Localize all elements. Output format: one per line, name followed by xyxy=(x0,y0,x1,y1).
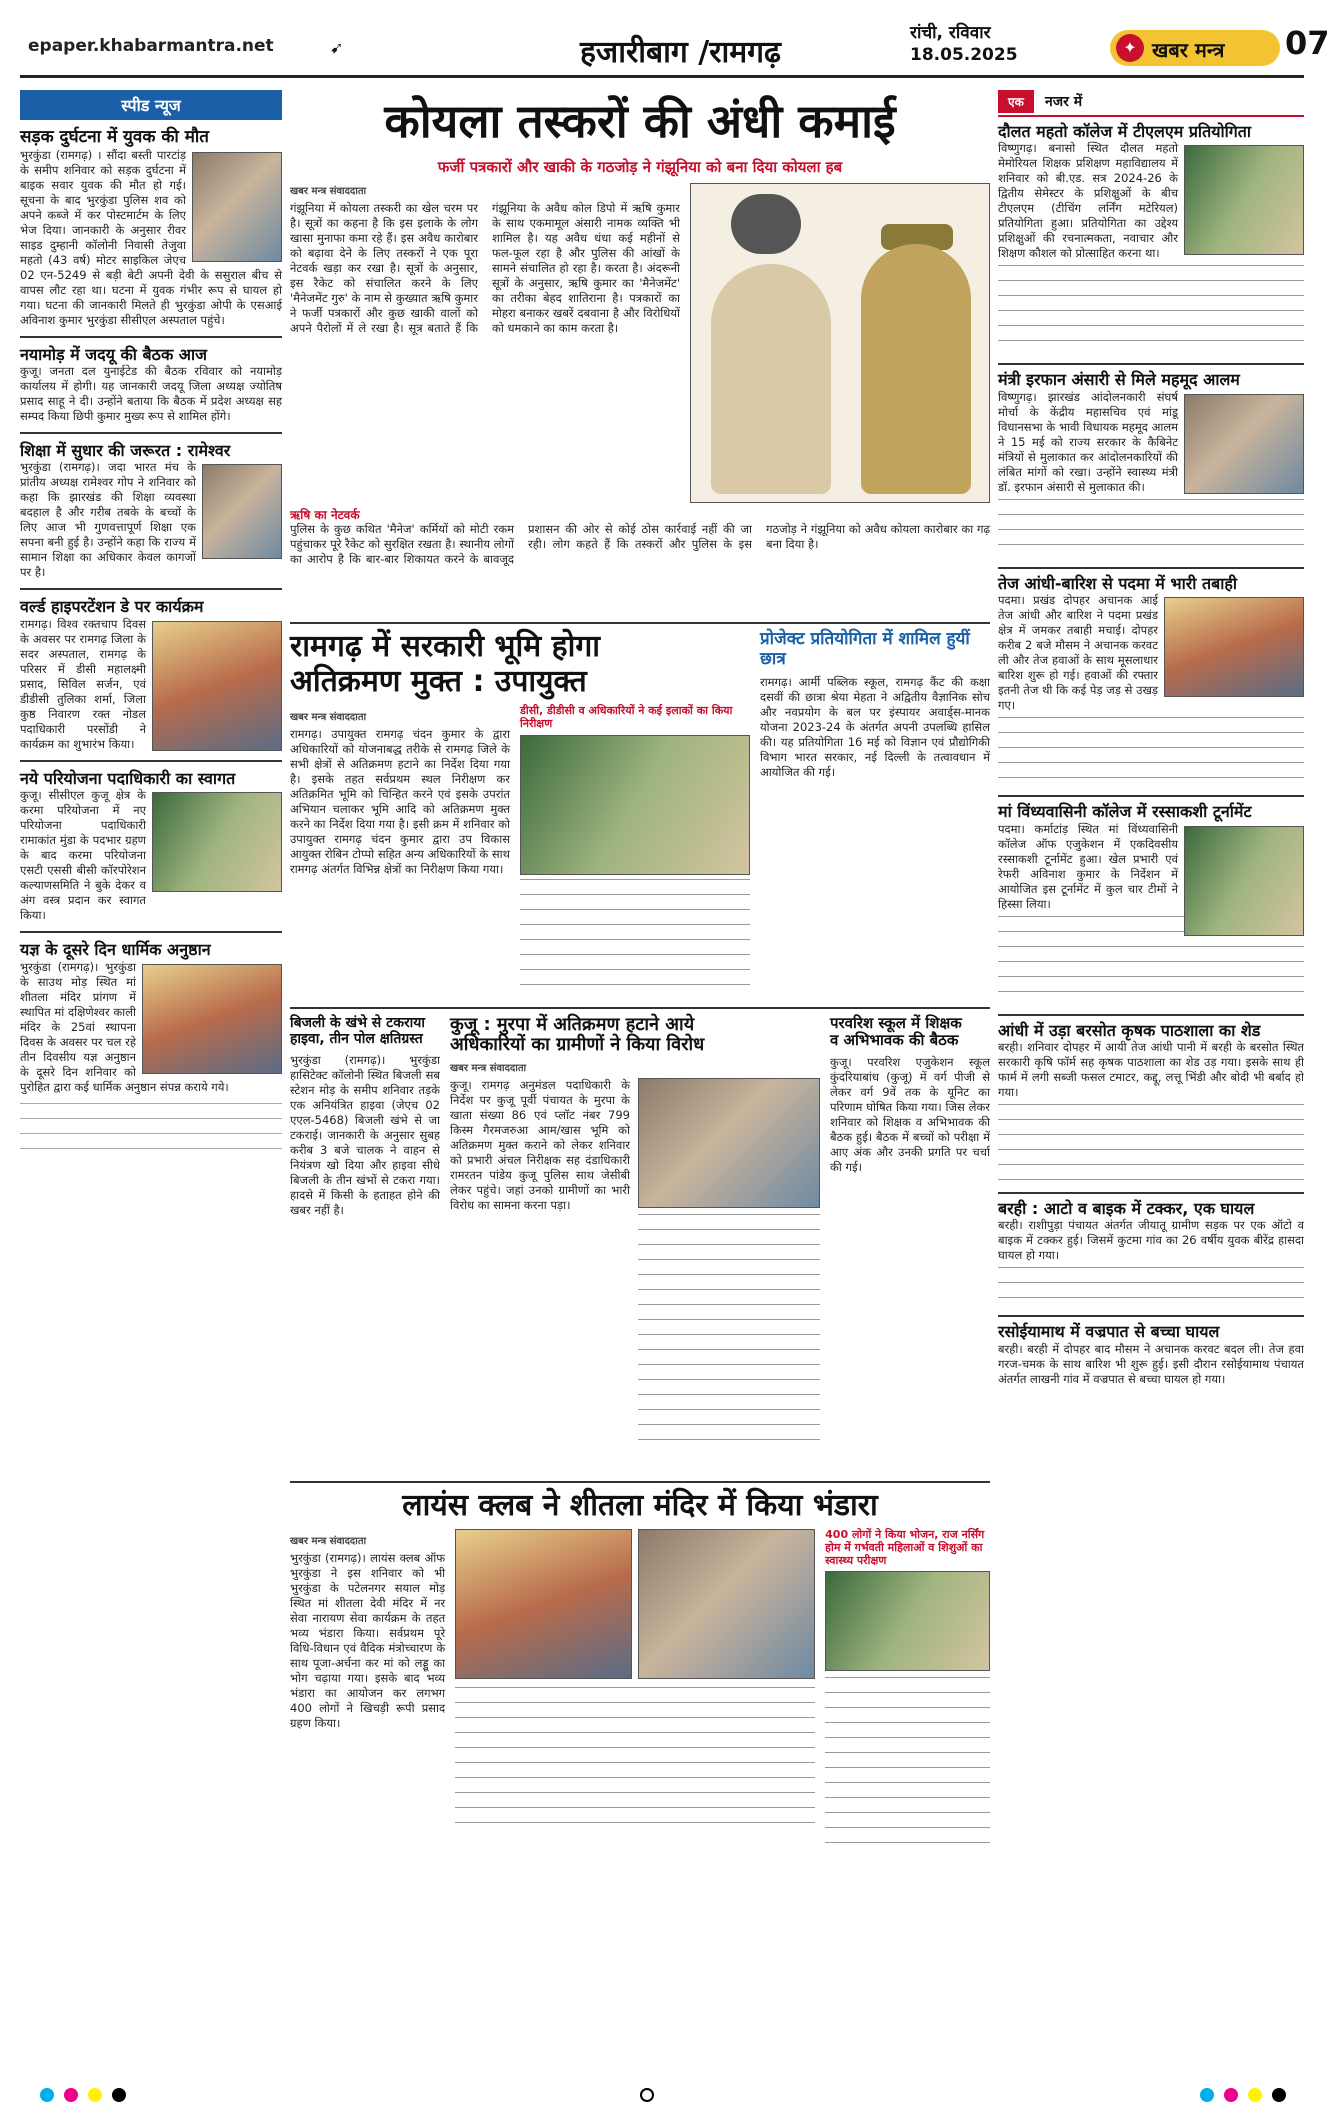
brand-name: खबर मन्त्र xyxy=(1152,38,1225,62)
story-text: बरही। शनिवार दोपहर में आयी तेज आंधी पानी में बरही के बरसोत स्थित सरकारी कृषि फॉर्म सह कृषक पाठशाला का शेड उड़ गया। इसके साथ ही फार्म में लगी सब्जी फसल टमाटर, कद्दू, लत्तू भिंडी और बोदी भी बर्बाद हो गया। xyxy=(998,1039,1304,1099)
story-headline: लायंस क्लब ने शीतला मंदिर में किया भंडारा xyxy=(402,1487,878,1523)
divider xyxy=(20,588,282,590)
story-text: रामगढ़। विश्व रक्तचाप दिवस के अवसर पर रामगढ़ जिला के सदर अस्पताल, रामगढ़ के परिसर में डीसी महालक्ष्मी प्रसाद, सिविल सर्जन, एवं डीडीसी तुलिका शर्मा, जिला कुष्ठ निवारण रक्त नोडल पदाधिकारी परसोंडी ने कार्यक्रम का शुभारंभ किया। xyxy=(20,616,146,751)
divider xyxy=(998,1014,1304,1016)
divider xyxy=(290,622,990,624)
registration-dot xyxy=(1272,2088,1286,2102)
side-story-text: पुलिस के कुछ कथित 'मैनेज' कर्मियों को मोटी रकम पहुंचाकर पूरे रैकेट को सुरक्षित रखता है। स्थानीय लोगों का आरोप है कि बार-बार शिकायत करने के बावजूद प्रशासन की ओर से कोई ठोस कार्रवाई नहीं की जा रही। लोग कहते हैं कि तस्करों और पुलिस के इस गठजोड़ ने गंझूनिया को अवैध कोयला कारोबार का गढ़ बना दिया है। xyxy=(290,522,990,567)
tug-of-war-photo xyxy=(1184,826,1304,936)
villagers-photo xyxy=(638,1078,820,1208)
storm-damage-photo xyxy=(1164,597,1304,697)
masthead xyxy=(20,16,1330,78)
victim-photo xyxy=(192,152,282,262)
story-headline: मंत्री इरफान अंसारी से मिले महमूद आलम xyxy=(998,370,1240,390)
health-camp-photo xyxy=(825,1571,990,1671)
divider xyxy=(20,336,282,338)
speaker-photo xyxy=(202,464,282,559)
story-text: विष्णुगढ़। बनासो स्थित दौलत महतो मेमोरियल शिक्षक प्रशिक्षण महाविद्यालय में शनिवार को बी.एड. सत्र 2024-26 के द्वितीय सेमेस्टर के प्रशिक्षुओं के बीच टीएलएम (टीचिंग लर्निंग मटेरियल) प्रतियोगिता हुआ। प्रतियोगिता का उद्देश्य प्रशिक्षुओं की रचनात्मकता, नवाचार और शिक्षण कौशल को प्रोत्साहित करना था। xyxy=(998,141,1178,261)
story-headline: बिजली के खंभे से टकराया xyxy=(290,1014,426,1031)
ritual-photo xyxy=(142,964,282,1074)
section-tab: एक xyxy=(998,90,1034,113)
story-text: पदमा। कर्माटांड़ स्थित मां विंध्यवासिनी कॉलेज ऑफ एजुकेशन में एकदिवसीय रस्साकशी टूर्नामेंट हुआ। खेल प्रभारी एवं रेफरी अविनाश कुमार के निर्देशन में आयोजित इस टूर्नामेंट में कुल चार टीमों ने हिस्सा लिया। xyxy=(998,821,1178,911)
minister-meeting-photo xyxy=(1184,394,1304,494)
text-continuation xyxy=(998,1267,1304,1307)
story-text: भुरकुंडा (रामगढ़)। लायंस क्लब ऑफ भुरकुंडा ने इस शनिवार को भी भुरकुंडा के पटेलनगर सयाल मोड़ स्थित मां शीतला देवी मंदिर में नर सेवा नारायण सेवा कार्यक्रम के तहत भव्य भंडारा किया। सर्वप्रथम पूरे विधि-विधान एवं वैदिक मंत्रोच्चारण के साथ पूजा-अर्चना कर मां को लड्डू का भोग चढ़ाया गया। इसके बाद भव्य भंडारा का आयोजन कर लगभग 400 लोगों ने खिचड़ी रूपी प्रसाद ग्रहण किया। xyxy=(290,1551,446,1731)
divider xyxy=(290,1007,990,1009)
story-headline: सड़क दुर्घटना में युवक की मौत xyxy=(20,127,209,147)
story-headline: नयामोड़ में जदयू की बैठक आज xyxy=(20,344,208,364)
story-headline: प्रोजेक्ट प्रतियोगिता में शामिल हुयीं छात्र xyxy=(760,629,970,669)
byline: खबर मन्त्र संवाददाता xyxy=(290,1536,367,1548)
section-title: नजर में xyxy=(1044,94,1083,110)
coal-sack-icon xyxy=(731,194,801,254)
registration-dot xyxy=(112,2088,126,2102)
story-headline: शिक्षा में सुधार की जरूरत : रामेश्वर xyxy=(20,440,231,460)
page-number: 07 xyxy=(1285,24,1330,62)
text-continuation xyxy=(998,1104,1304,1184)
speed-news-band: स्पीड न्यूज xyxy=(20,90,282,120)
story-text: रामगढ़। उपायुक्त रामगढ़ चंदन कुमार के द्वारा अधिकारियों को योजनाबद्ध तरीके से रामगढ़ जिले के सभी क्षेत्रों से अतिक्रमण हटाने का निर्देश दिया गया है। इसके तहत सर्वप्रथम स्थल निरीक्षण कर अतिक्रमित भूमि को चिन्हित करने एवं इसके उपरांत अभियान चलाकर भूमि आदि को अतिक्रमण मुक्त करने का निर्देश दिया गया है। इसी क्रम में शनिवार को उपायुक्त रामगढ़ चंदन कुमार द्वारा उप विकास आयुक्त रोबिन टोप्पो सहित अन्य अधिकारियों के साथ रामगढ़ अंतर्गत विभिन्न क्षेत्रों का निरीक्षण किया गया। xyxy=(290,727,510,877)
tlm-photo xyxy=(1184,145,1304,255)
text-continuation xyxy=(638,1214,820,1444)
story-text: कुजू। जनता दल युनाईटेड की बैठक रविवार को नयामोड़ कार्यालय में होगी। यह जानकारी जदयू जिला अध्यक्ष ज्योतिष प्रसाद साहू ने दी। उन्होंने बताया कि बैठक में प्रदेश अध्यक्ष सह सम्पद किया छिपी कुमार मुख्य रूप से शामिल होंगे। xyxy=(20,363,282,423)
cartoon-illustration xyxy=(690,183,990,503)
story-headline: बरही : आटो व बाइक में टक्कर, एक घायल xyxy=(998,1198,1255,1218)
story-text: भुरकुंडा (रामगढ़)। भुरकुंडा के साउथ मोड़ स्थित मां शीतला मंदिर प्रांगण में स्थापित मां दक्षिणेश्वर काली मंदिर के 25वां स्थापना दिवस के अवसर पर चल रहे तीन दिवसीय यज्ञ अनुष्ठान के दूसरे दिन शनिवार को पुरोहित द्वारा कई धार्मिक अनुष्ठान संपन्न कराये गये। xyxy=(20,959,229,1094)
text-continuation xyxy=(20,1103,282,1163)
story-headline: परवरिश स्कूल में शिक्षक xyxy=(830,1013,962,1032)
story-headline: रसोईयामाथ में वज्रपात से बच्चा घायल xyxy=(998,1322,1220,1342)
registration-dot xyxy=(1200,2088,1214,2102)
story-headline: नये परियोजना पदाधिकारी का स्वागत xyxy=(20,768,236,788)
story-headline: तेज आंधी-बारिश से पदमा में भारी तबाही xyxy=(998,573,1238,593)
story-headline: रामगढ़ में सरकारी भूमि होगा xyxy=(290,629,601,665)
story-headline: वर्ल्ड हाइपरटेंशन डे पर कार्यक्रम xyxy=(20,597,204,617)
story-headline-line2: अधिकारियों का ग्रामीणों ने किया विरोध xyxy=(450,1034,705,1056)
divider xyxy=(998,795,1304,797)
story-text: कुजू। रामगढ़ अनुमंडल पदाधिकारी के निर्देश पर कुजू पूर्वी पंचायत के मुरपा के खाता संख्या 86 एवं प्लॉट नंबर 799 किस्म गैरमजरुआ आम/खास भूमि को अतिक्रमण मुक्त कराने को लेकर शनिवार को प्रभारी अंचल निरीक्षक सह दंडाधिकारी रामरतन पांडेय कुजू पुलिस साथ जेसीबी लेकर पहुंचे। जहां उनको ग्रामीणों का भारी विरोध का सामना करना पड़ा। xyxy=(450,1078,630,1213)
site-url[interactable]: epaper.khabarmantra.net xyxy=(28,36,274,56)
photo-caption: डीसी, डीडीसी व अधिकारियों ने कई इलाकों का किया निरीक्षण xyxy=(520,704,733,731)
divider xyxy=(290,1481,990,1483)
byline: खबर मन्त्र संवाददाता xyxy=(290,185,367,197)
bhandara-photo-2 xyxy=(638,1529,815,1679)
story-headline-line2: हाइवा, तीन पोल क्षतिग्रस्त xyxy=(290,1030,423,1047)
story-text: रामगढ़। आर्मी पब्लिक स्कूल, रामगढ़ कैंट की कक्षा दसवीं की छात्रा श्रेया मेहता ने अद्वितीय वैज्ञानिक सोच और नवप्रयोग के बल पर इंस्पायर अवार्ड्स-मानक योजना 2023-24 के अंतर्गत अपनी उपलब्धि हासिल की। यह प्रतियोगिता 16 मई को विज्ञान एवं प्रौद्योगिकी विभाग भारत सरकार, नई दिल्ली के तत्वावधान में आयोजित की गई। xyxy=(760,675,990,780)
divider xyxy=(20,760,282,762)
divider xyxy=(998,1192,1304,1194)
story-text: विष्णुगढ़। झारखंड आंदोलनकारी संघर्ष मोर्चा के केंद्रीय महासचिव एवं मांडू विधानसभा के भावी विधायक महमूद आलम ने 15 मई को राज्य सरकार के कैबिनेट मंत्रियों से मुलाकात कर आंदोलनकारियों की लंबित मांगों को रखा। उन्होंने स्वास्थ्य मंत्री डॉ. इरफान अंसारी से मुलाकात की। xyxy=(998,389,1178,494)
welcome-photo xyxy=(152,792,282,892)
registration-dot xyxy=(1224,2088,1238,2102)
registration-dot xyxy=(88,2088,102,2102)
story-text: कुजू। परवरिश एजुकेशन स्कूल कुंदरियाबांध (कुजू) में वर्ग पीजी से लेकर वर्ग 9वें तक के यूनिट का परिणाम घोषित किया गया। जिस लेकर शनिवार को शिक्षक व अभिभावक की बैठक हुई। बैठक में बच्चों को परीक्षा में आए अंक और उनकी प्रगति पर चर्चा की गई। xyxy=(830,1055,990,1175)
registration-dot xyxy=(64,2088,78,2102)
divider xyxy=(998,1315,1304,1317)
story-headline-line2: अतिक्रमण मुक्त : उपायुक्त xyxy=(290,663,587,699)
divider xyxy=(998,567,1304,569)
text-continuation xyxy=(520,879,750,999)
divider xyxy=(20,432,282,434)
text-continuation xyxy=(455,1687,815,1837)
city-day: रांची, रविवार xyxy=(910,23,991,43)
right-column xyxy=(998,90,1304,1387)
story-headline-line2: व अभिभावक की बैठक xyxy=(830,1030,959,1049)
story-headline: मां विंध्यवासिनी कॉलेज में रस्साकशी टूर्नामेंट xyxy=(998,802,1252,822)
registration-marks-footer xyxy=(20,2080,1304,2110)
divider xyxy=(20,931,282,933)
brand-logo xyxy=(1110,30,1280,66)
story-text: बरही। बरही में दोपहर बाद मौसम ने अचानक करवट बदल ली। तेज हवा गरज-चमक के साथ बारिश भी शुरू हुई। इसी दौरान रसोईयामाथ पंचायत अंतर्गत लाखनी गांव में वज्रपात से बच्चा घायल हो गया। xyxy=(998,1341,1304,1386)
bhandara-photo-1 xyxy=(455,1529,632,1679)
photo-caption: 400 लोगों ने किया भोजन, राज नर्सिंग होम में गर्भवती महिलाओं व शिशुओं का स्वास्थ्य परीक्षण xyxy=(825,1528,985,1567)
lead-story-text: गंझूनिया में कोयला तस्करी का खेल चरम पर है। सूत्रों का कहना है कि इस इलाके के लोग खासा मुनाफा कमा रहे हैं। इस अवैध कारोबार को बढ़ावा देने के लिए तस्करों ने एक पूरा नेटवर्क खड़ा कर रखा है। सूत्रों के अनुसार, इस रैकेट को संचालित करने के लिए 'मैनेजमेंट गुरु' के नाम से कुख्यात ऋषि कुमार ने फर्जी पत्रकारों और कुछ खाकी वालों को अपने पैरोलों में ले रखा है। सूत्र बताते हैं कि गंझूनिया के अवैध कोल डिपो में ऋषि कुमार के साथ एकमामूल अंसारी नामक व्यक्ति भी शामिल है। यह अवैध धंधा कई महीनों से फल-फूल रहा है और पुलिस की आंखों के सामने संचालित हो रहा है। करता है। अंदरूनी सूत्रों के अनुसार, ऋषि कुमार का 'मैनेजमेंट' का तरीका बेहद शातिराना है। पत्रकारों का मोहरा बनाकर खबरें दबवाना है और विरोधियों को धमकाने का काम करता है। xyxy=(290,200,680,335)
lead-headline: कोयला तस्करों की अंधी कमाई xyxy=(384,94,896,148)
story-text: कुजू। सीसीएल कुजू क्षेत्र के करमा परियोजना में नए परियोजना पदाधिकारी रामाकांत मुंडा के पदभार ग्रहण के बाद करमा परियोजना एसटी एससी बीसी कॉरपोरेशन कल्याणसमिति ने बुके देकर व अंग वस्त्र प्रदान कर स्वागत किया। xyxy=(20,788,146,923)
event-photo xyxy=(152,621,282,751)
dateline xyxy=(910,22,1018,66)
cartoon-figure-journalist xyxy=(711,264,831,494)
story-text: बरही। राशीपुड़ा पंचायत अंतर्गत जीयातू ग्रामीण सड़क पर एक ऑटो व बाइक में टक्कर हुई। जिसमें कुटमा गांव का 26 वर्षीय युवक बीरेंद्र हासदा घायल हो गया। xyxy=(998,1218,1304,1263)
story-headline: आंधी में उड़ा बरसोत कृषक पाठशाला का शेड xyxy=(998,1020,1261,1040)
cartoon-figure-police xyxy=(861,244,971,494)
story-headline: कुजू : मुरपा में अतिक्रमण हटाने आये xyxy=(450,1013,695,1035)
lead-subheadline: फर्जी पत्रकारों और खाकी के गठजोड़ ने गंझूनिया को बना दिया कोयला हब xyxy=(437,157,843,176)
center-column xyxy=(290,90,990,1857)
date: 18.05.2025 xyxy=(910,45,1018,65)
story-headline: यज्ञ के दूसरे दिन धार्मिक अनुष्ठान xyxy=(20,940,211,960)
brand-emblem-icon: ✦ xyxy=(1116,34,1144,62)
left-column xyxy=(20,90,282,1163)
story-text: भुरकुंडा (रामगढ़) । सौंदा बस्ती पारटांड़ के समीप शनिवार को सड़क दुर्घटना में बाइक सवार युवक की मौत हो गई। सूचना के बाद भुरकुंडा पुलिस शव को अपने कब्जे में कर पोस्टमार्टम के लिए भेज दिया। जानकारी के अनुसार रीवर साइड दुम्हानी कॉलोनी निवासी तेजुवा महतो (43 वर्ष) मोटर साइकिल जेएच 02 एन-5249 से बड़ी बेटी अपनी देवी के ससुराल बीच से वापस लौट रहा था। घटना में युवक गंभीर रूप से घायल हो गया। घटना की जानकारी मिलते ही भुरकुंडा ओपी के एसआई अविनाश कुमार भुरकुंडा सीसीएल अस्पताल पहुंचे। xyxy=(20,147,282,327)
text-continuation xyxy=(998,499,1304,559)
story-text: भुरकुंडा (रामगढ़)। भुरकुंडा हासिटेक्ट कॉलोनी स्थित बिजली सब स्टेशन मोड़ के समीप शनिवार तड़के एक अनियंत्रित हाइवा (जेएच 02 एएल-5468) बिजली खंभे से जा टकराई। जानकारी के अनुसार सुबह करीब 3 बजे चालक ने वाहन से नियंत्रण खो दिया और हाइवा सीधे बिजली के तीन खंभों से टकरा गया। हादसे में किसी के हताहत होने की खबर नहीं है। xyxy=(290,1052,440,1217)
inspection-photo xyxy=(520,735,750,875)
story-headline: दौलत महतो कॉलेज में टीएलएम प्रतियोगिता xyxy=(998,122,1252,141)
text-continuation xyxy=(825,1677,990,1857)
registration-dot xyxy=(1248,2088,1262,2102)
text-continuation xyxy=(998,265,1304,355)
cursor-icon: ➹ xyxy=(330,38,344,57)
byline: खबर मन्त्र संवाददाता xyxy=(290,712,367,724)
section-place: हजारीबाग /रामगढ़ xyxy=(580,35,781,70)
registration-dot xyxy=(40,2088,54,2102)
story-text: भुरकुंडा (रामगढ़)। जदा भारत मंच के प्रांतीय अध्यक्ष रामेश्वर गोप ने शनिवार को कहा कि झारखंड की शिक्षा व्यवस्था बदहाल है और गरीब तबके के बच्चों के लिए आज भी गुणवत्तापूर्ण शिक्षा एक सपना बनी हुई है। उन्होंने कहा कि राज्य में सामान शिक्षा का अधिकार केवल कागजों पर है। xyxy=(20,460,196,580)
side-subhead: ऋषि का नेटवर्क xyxy=(290,507,360,522)
divider xyxy=(998,363,1304,365)
story-text: पदमा। प्रखंड दोपहर अचानक आई तेज आंधी और बारिश ने पदमा प्रखंड क्षेत्र में जमकर तबाही मचाई। दोपहर करीब 2 बजे मौसम ने अचानक करवट ली और तेज हवाओं के साथ मूसलाधार बारिश शुरू हो गई। हवाओं की रफ्तार इतनी तेज थी कि कई पेड़ जड़ से उखड़ गए। xyxy=(998,593,1158,713)
crosshair-icon xyxy=(640,2088,654,2102)
byline: खबर मन्त्र संवाददाता xyxy=(450,1063,527,1075)
text-continuation xyxy=(998,717,1304,787)
